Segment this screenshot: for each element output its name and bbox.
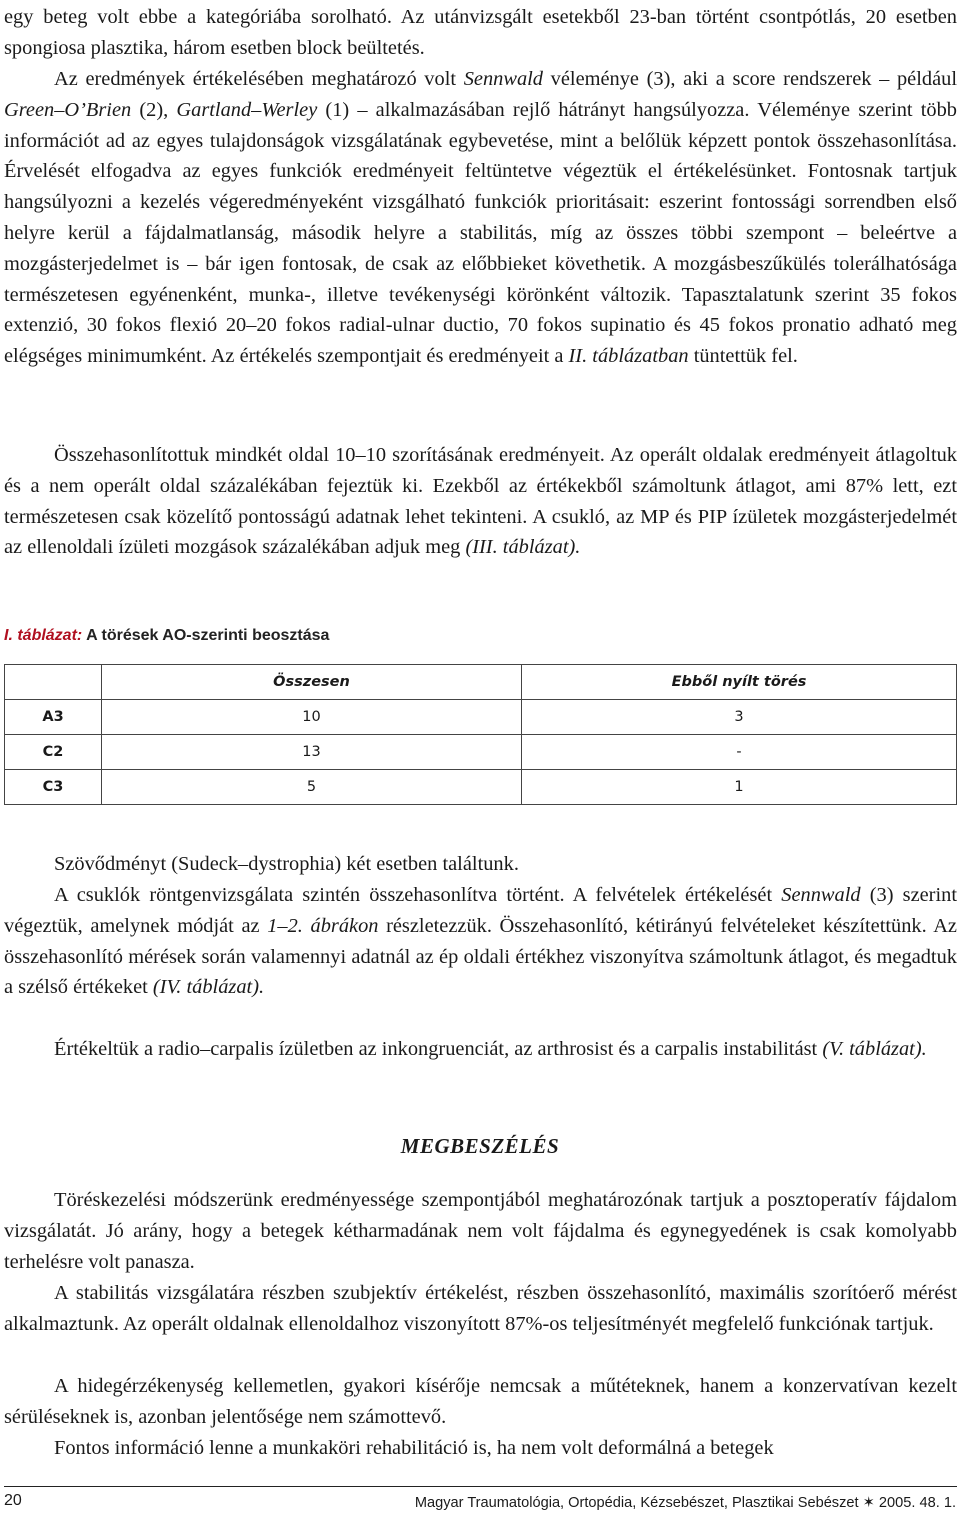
journal-citation: Magyar Traumatológia, Ortopédia, Kézsebészet, Plasztikai Sebészet ✶ 2005. 48. 1. <box>414 1495 956 1511</box>
paragraph-grip-strength: Összehasonlítottuk mindkét oldal 10–10 szorításának eredményeit. Az operált oldalak eredményeit átlagoltuk és a nem operált oldal százalékában fejeztük ki. Ezekből az értékekből számoltunk átlagot, ami 87% lett, ezt természetesen csak közelítő pontosságú adatnak lehet tekinteni. A csukló, az MP és PIP ízületek mozgásterjedelmét az ellenoldali ízületi mozgások százalékában adjuk meg (III. táblázat). <box>4 444 957 559</box>
table-cell: 5 <box>102 770 522 805</box>
table-header-row <box>5 665 957 700</box>
table-header-cell: Összesen <box>102 665 522 700</box>
figure-reference: 1–2. ábrákon <box>267 914 379 937</box>
table-cell: - <box>522 735 957 770</box>
paragraph-evaluation-method: Az eredmények értékelésében meghatározó volt Sennwald véleménye (3), aki a score rendszerek – például Green–O’Brien (2), Gartland–Werley (1) – alkalmazásában rejlő hátrányt hangsúlyozza. Véleménye szerint több információt ad az egyes tulajdonságok vizsgálatának egybevetése, mint a belőlük képzett pontok összehasonlítása. Érvelését elfogadva az egyes funkciók eredményeit feltüntetve végeztük el értékelésünket. Fontosnak tartjuk hangsúlyozni a kezelés végeredményeként vizsgálható funkciók prioritásait: eszerint fontossági sorrendben első helyre kerül a fájdalmatlanság, második helyre a stabilitás, míg az összes többi szempont – beleértve a mozgásterjedelmet is – bár igen fontosak, de csak az előbbieket követhetik. A mozgásbeszűkülés tolerálhatósága természetesen egyénenként, munka-, illetve tevékenységi körönként változik. Tapasztalatunk szerint 35 fokos extenzió, 30 fokos flexió 20–20 fokos radial-ulnar ductio, 70 fokos supinatio és 45 fokos pronatio adható meg elégséges minimumként. Az értékelés szempontjait és eredményeit a II. táblázatban tüntettük fel. <box>4 68 957 368</box>
page-number: 20 <box>4 1492 22 1509</box>
table-cell: 10 <box>102 700 522 735</box>
table-ii-reference: II. táblázatban <box>568 345 689 368</box>
table-cell: 1 <box>522 770 957 805</box>
table-row-label: C2 <box>5 735 102 770</box>
section-heading: MEGBESZÉLÉS <box>400 1134 560 1158</box>
table-cell: 13 <box>102 735 522 770</box>
paragraph-complications: Szövődményt (Sudeck–dystrophia) két esetben találtunk. <box>54 853 519 875</box>
table-row <box>5 735 957 770</box>
author-green-obrien: Green–O’Brien <box>4 98 132 121</box>
table-row <box>5 700 957 735</box>
paragraph-bone-grafting: egy beteg volt ebbe a kategóriába sorolható. Az utánvizsgált esetekből 23-ban történt csontpótlás, 20 esetben spongiosa plasztika, három esetben block beültetés. <box>4 6 957 59</box>
author-sennwald: Sennwald <box>463 68 543 90</box>
author-sennwald: Sennwald <box>781 884 861 906</box>
paragraph-pain: Töréskezelési módszerünk eredményessége szempontjából meghatározónak tartjuk a posztoperatív fájdalom vizsgálatát. Jó arány, hogy a betegek kétharmadának nem volt fájdalma és egynegyedének is csak komolyabb terhelésre volt panasza. <box>4 1189 957 1273</box>
paragraph-radiology: A csuklók röntgenvizsgálata szintén összehasonlítva történt. A felvételek értékelését Sennwald (3) szerint végeztük, amelynek módját az 1–2. ábrákon részletezzük. Összehasonlító, kétirányú felvételeket készítettünk. Az összehasonlító mérések során valamennyi adatnál az ép oldali értékhez viszonyítva számoltunk átlagot, és megadtuk a szélső értékeket (IV. táblázat). <box>4 884 957 999</box>
table-row-label: A3 <box>5 700 102 735</box>
paragraph-cold-sensitivity: A hidegérzékenység kellemetlen, gyakori kísérője nemcsak a műtéteknek, hanem a konzervatívan kezelt sérüléseknek is, azonban jelentősége nem számottevő. <box>4 1375 957 1428</box>
table-v-reference: (V. táblázat). <box>822 1038 927 1060</box>
table-iv-reference: (IV. táblázat). <box>152 976 265 999</box>
paragraph-stability: A stabilitás vizsgálatára részben szubjektív értékelést, részben összehasonlító, maximális szorítóerő mérést alkalmaztunk. Az operált oldalnak ellenoldalhoz viszonyított 87%-os teljesítményét megfelelő funkciónak tartjuk. <box>4 1282 957 1335</box>
table-header-cell: Ebből nyílt törés <box>522 665 957 700</box>
table-caption: I. táblázat: A törések AO-szerinti beosztása <box>4 627 330 644</box>
author-gartland-werley: Gartland–Werley <box>176 98 318 121</box>
paragraph-rehabilitation: Fontos információ lenne a munkaköri rehabilitáció is, ha nem volt deformálná a betegek <box>54 1437 774 1459</box>
table-cell: 3 <box>522 700 957 735</box>
table-header-cell <box>5 665 102 700</box>
table-row <box>5 770 957 805</box>
ao-classification-table <box>4 664 957 805</box>
footer-divider <box>4 1486 957 1487</box>
table-row-label: C3 <box>5 770 102 805</box>
table-iii-reference: (III. táblázat). <box>465 536 581 559</box>
paragraph-incongruence: Értékeltük a radio–carpalis ízületben az inkongruenciát, az arthrosist és a carpalis instabilitást (V. táblázat). <box>54 1038 927 1060</box>
